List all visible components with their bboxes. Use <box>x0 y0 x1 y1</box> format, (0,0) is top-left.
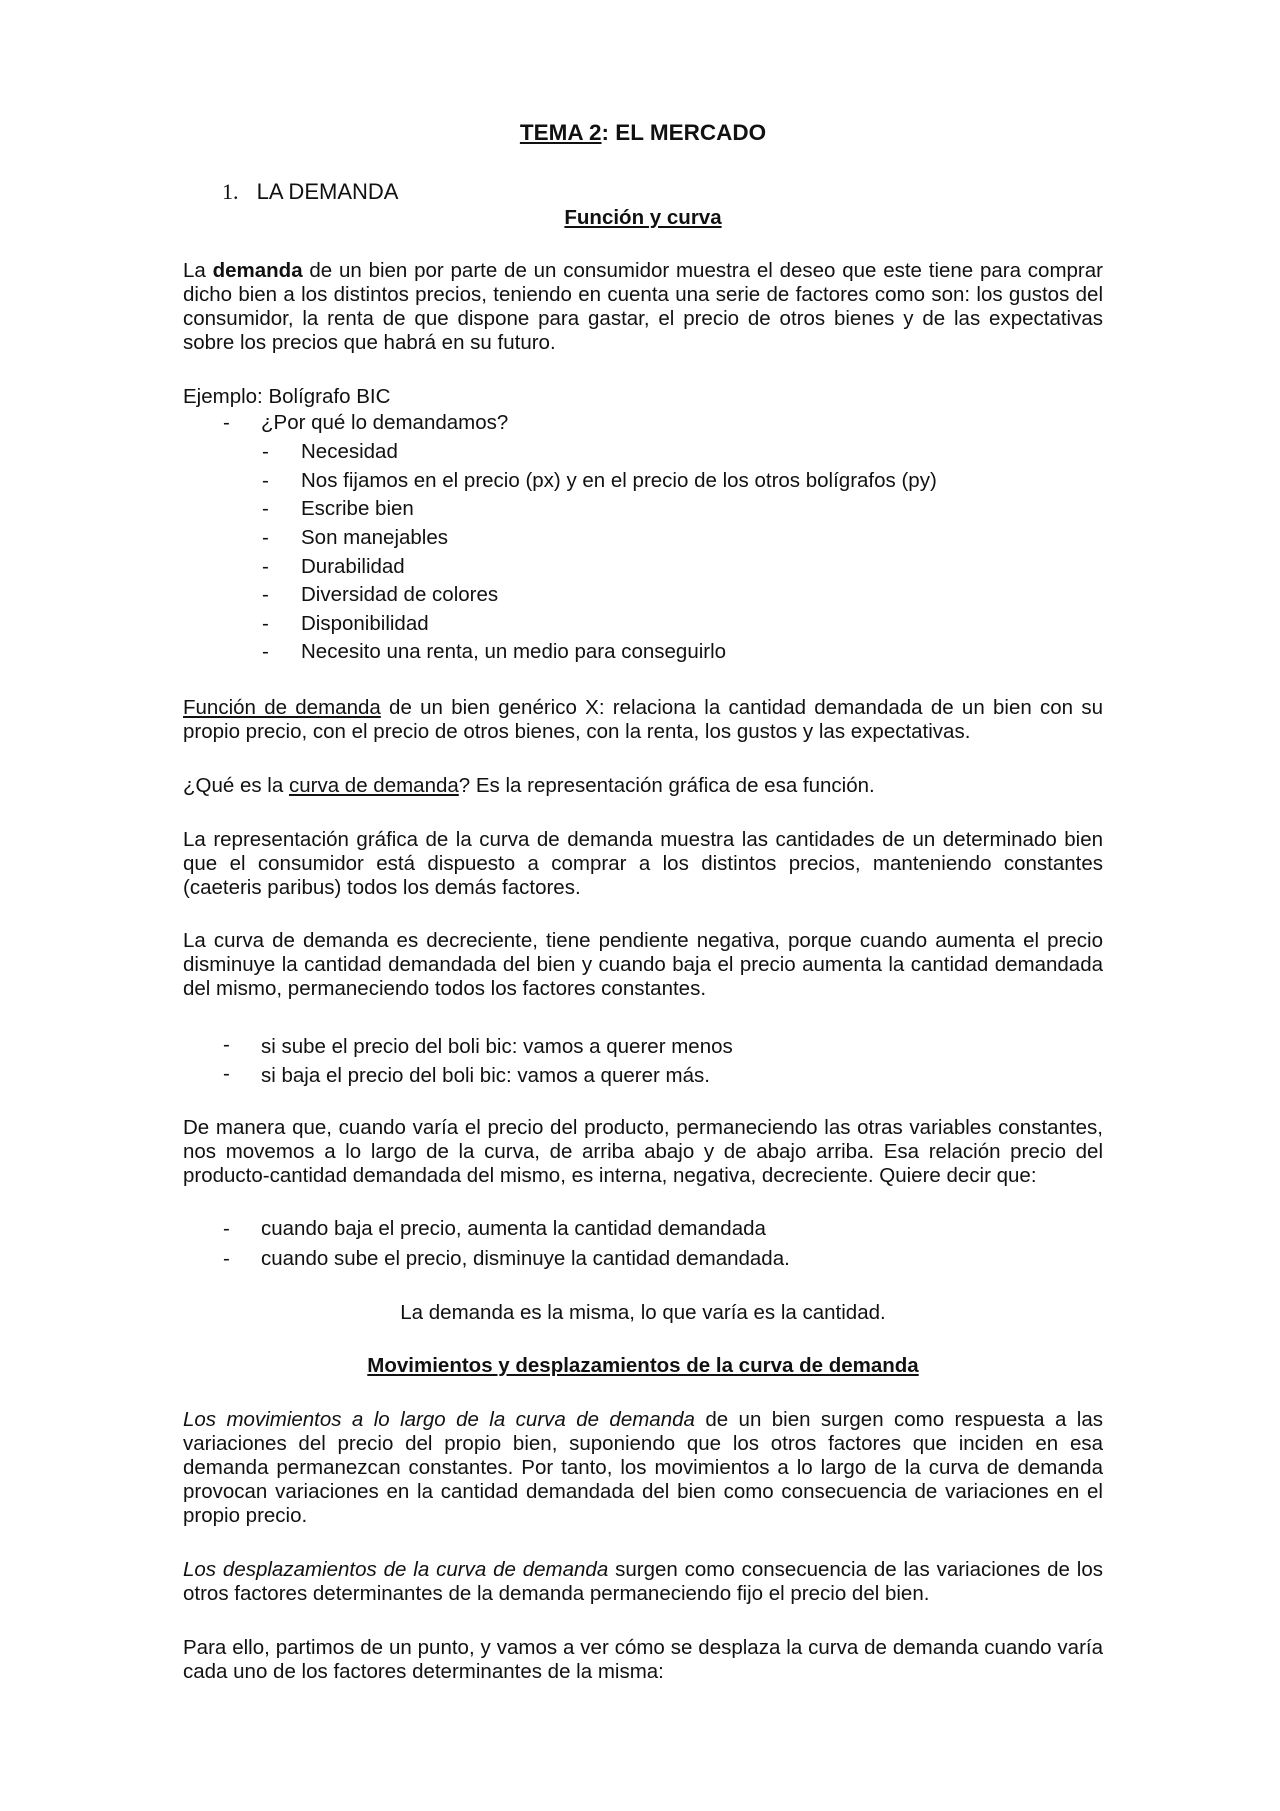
list-item: si sube el precio del boli bic: vamos a querer menos <box>261 1035 733 1058</box>
list-item: Disponibilidad <box>301 612 429 635</box>
list-item: Necesito una renta, un medio para conseguirlo <box>301 640 727 663</box>
term-movimientos: Los movimientos a lo largo de la curva de demanda <box>183 1408 695 1431</box>
section-label: LA DEMANDA <box>256 179 399 204</box>
term-curva-demanda: curva de demanda <box>288 774 459 797</box>
list-item: cuando baja el precio, aumenta la cantidad demandada <box>261 1217 766 1240</box>
paragraph-demanda <box>183 259 1103 355</box>
paragraph-de-manera: De manera que, cuando varía el precio del producto, permaneciendo las otras variables constantes, nos movemos a lo largo de la curva, de arriba abajo y de abajo arriba. Esa relación precio del producto-cantidad demandada del mismo, es interna, negativa, decreciente. Quiere decir que: <box>183 1116 1103 1187</box>
text-run: La <box>183 259 213 282</box>
list-item: si baja el precio del boli bic: vamos a querer más. <box>261 1064 710 1087</box>
text-run: ? Es la representación gráfica de esa función. <box>458 774 875 797</box>
section-number: 1. <box>222 179 239 204</box>
list-dash: - <box>262 583 269 606</box>
list-item: Durabilidad <box>301 555 405 578</box>
list-dash: - <box>223 1217 230 1240</box>
list-item: Escribe bien <box>301 497 414 520</box>
paragraph-funcion-demanda <box>183 696 1103 744</box>
list-item: cuando sube el precio, disminuye la cantidad demandada. <box>261 1247 790 1270</box>
list-dash: - <box>262 440 269 463</box>
paragraph-curva-question <box>183 774 1103 798</box>
example-question: ¿Por qué lo demandamos? <box>261 411 509 434</box>
example-title: Ejemplo: Bolígrafo BIC <box>183 385 391 408</box>
list-dash: - <box>223 1033 230 1056</box>
example-question-dash: - <box>223 411 230 434</box>
list-dash: - <box>262 497 269 520</box>
subheading-funcion-curva: Función y curva <box>564 206 722 229</box>
subheading-movimientos: Movimientos y desplazamientos de la curva de demanda <box>367 1354 919 1377</box>
list-dash: - <box>262 612 269 635</box>
list-dash: - <box>262 555 269 578</box>
centered-note: La demanda es la misma, lo que varía es la cantidad. <box>400 1301 886 1324</box>
page-title <box>183 121 1103 145</box>
list-dash: - <box>262 640 269 663</box>
section-heading <box>222 180 398 204</box>
paragraph-movimientos <box>183 1408 1103 1528</box>
paragraph-final: Para ello, partimos de un punto, y vamos a ver cómo se desplaza la curva de demanda cuando varía cada uno de los factores determinantes de la misma: <box>183 1636 1103 1683</box>
paragraph-desplazamientos <box>183 1558 1103 1606</box>
paragraph-representacion: La representación gráfica de la curva de demanda muestra las cantidades de un determinado bien que el consumidor está dispuesto a comprar a los distintos precios, manteniendo constantes (caeteris paribus) todos los demás factores. <box>183 828 1103 899</box>
text-run: de un bien genérico X: relaciona la cantidad demandada de un bien con su propio precio, con el precio de otros bienes, con la renta, los gustos y las expectativas. <box>183 696 1104 743</box>
list-item: Diversidad de colores <box>301 583 499 606</box>
list-item: Necesidad <box>301 440 398 463</box>
text-run: surgen como consecuencia de las variaciones de los otros factores determinantes de la demanda permaneciendo fijo el precio del bien. <box>183 1558 1103 1605</box>
text-run: de un bien por parte de un consumidor muestra el deseo que este tiene para comprar dicho bien a los distintos precios, teniendo en cuenta una serie de factores como son: los gustos del consumidor, la renta de que dispone para gastar, el precio de otros bienes y de las expectativas sobre los precios que habrá en su futuro. <box>183 259 1103 354</box>
list-dash: - <box>262 526 269 549</box>
paragraph-decreciente: La curva de demanda es decreciente, tiene pendiente negativa, porque cuando aumenta el precio disminuye la cantidad demandada del bien y cuando baja el precio aumenta la cantidad demandada del mismo, permaneciendo todos los factores constantes. <box>183 929 1103 1000</box>
title-part-underlined: TEMA 2 <box>519 120 602 145</box>
term-funcion-demanda: Función de demanda <box>183 696 381 719</box>
list-dash: - <box>223 1062 230 1085</box>
title-part-rest: : EL MERCADO <box>601 120 767 145</box>
term-desplazamientos: Los desplazamientos de la curva de demanda <box>183 1558 609 1581</box>
list-item: Nos fijamos en el precio (px) y en el precio de los otros bolígrafos (py) <box>301 469 937 492</box>
list-item: Son manejables <box>301 526 449 549</box>
list-dash: - <box>262 469 269 492</box>
text-run: de un bien surgen como respuesta a las variaciones del precio del propio bien, suponiendo que los otros factores que inciden en esa demanda permanezcan constantes. Por tanto, los movimientos a lo largo de la curva de demanda provocan variaciones en la cantidad demandada del bien como consecuencia de variaciones en el propio precio. <box>183 1408 1103 1527</box>
keyword-demanda: demanda <box>212 259 303 282</box>
text-run: ¿Qué es la <box>183 774 289 797</box>
list-dash: - <box>223 1247 230 1270</box>
